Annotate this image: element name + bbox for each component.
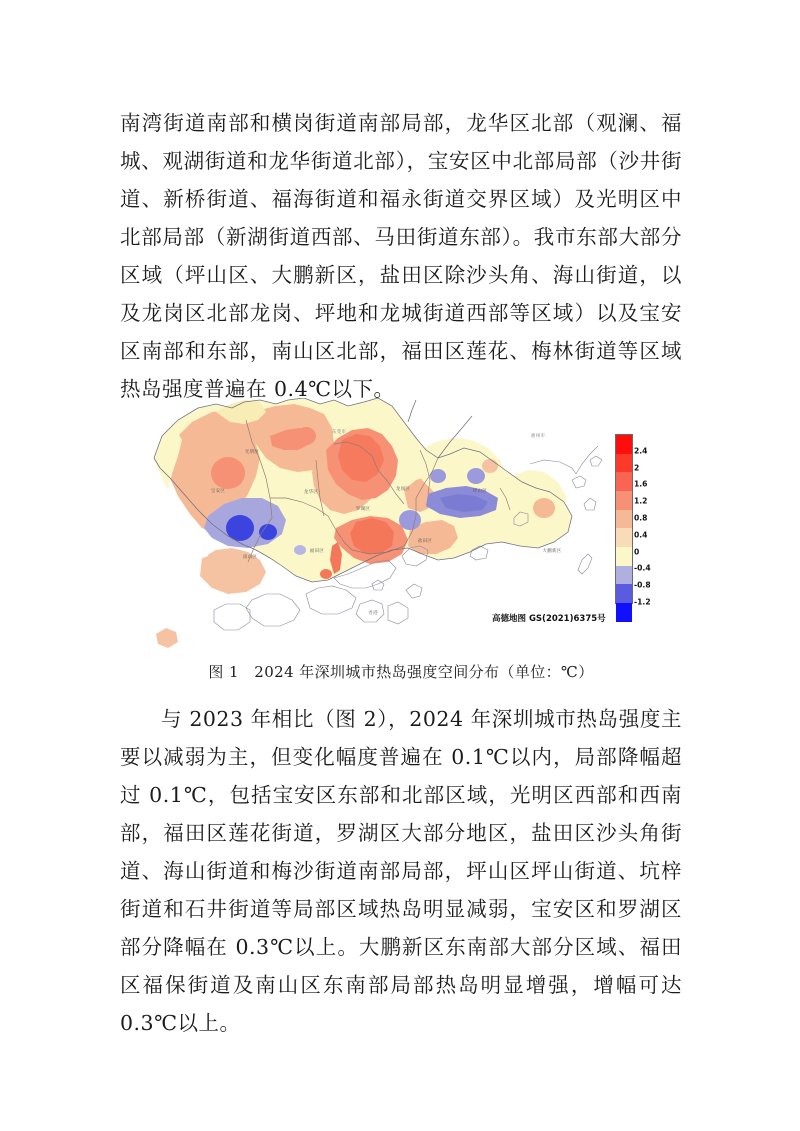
- pingshan-warm-spot: [482, 459, 498, 473]
- map-label-nanshan: 南山区: [242, 555, 258, 560]
- colorbar-tick-label: 2.4: [634, 446, 648, 456]
- map-label-huizhou: 惠州市: [530, 434, 546, 439]
- map-heat-field: [154, 398, 572, 641]
- map-label-baoan: 宝安区: [210, 489, 226, 494]
- pingshan-cool-spot-a: [467, 468, 485, 484]
- colorbar-segment: [616, 491, 632, 510]
- colorbar-tick-labels: [634, 434, 674, 607]
- colorbar-tick-label: 2: [634, 463, 640, 473]
- colorbar-segment: [616, 566, 632, 585]
- colorbar-segment: [616, 547, 632, 566]
- body-paragraph-2: 与 2023 年相比（图 2），2024 年深圳城市热岛强度主要以减弱为主，但变化幅度普遍在 0.1℃以内，局部降幅超过 0.1℃，包括宝安区东部和北部区域，光明区西部和西南部，福田区莲花街道，罗湖区大部分地区，盐田区沙头角街道、海山街道和梅沙街道南部局部，坪山区坪山街道、坑梓街道和石井街道等局部区域热岛明显减弱，宝安区和罗湖区部分降幅在 0.3℃以上。大鹏新区东南部大部分区域、福田区福保街道及南山区东南部局部热岛明显增强，增幅可达 0.3℃以上。: [120, 707, 682, 1035]
- colorbar-tick-label: 1.6: [634, 479, 648, 489]
- map-label-futian: 福田区: [309, 549, 325, 554]
- heat-island-map: [120, 398, 640, 650]
- colorbar-segment: [616, 472, 632, 491]
- south-hot-dot: [320, 569, 332, 579]
- hot-spot-north-end: [296, 427, 316, 445]
- colorbar-tick-label: 1.2: [634, 496, 648, 506]
- colorbar-segment: [616, 510, 632, 529]
- colorbar-segment: [616, 454, 632, 473]
- colorbar-tick-label: 0.8: [634, 513, 648, 523]
- map-label-luohu: 罗湖区: [355, 507, 371, 512]
- colorbar-segment: [616, 528, 632, 547]
- colorbar-legend: [615, 434, 675, 607]
- map-label-guangming: 光明区: [244, 450, 260, 455]
- yantian-cool-spot: [399, 510, 421, 530]
- colorbar-segment: [616, 435, 632, 454]
- center-cool-dot: [294, 545, 306, 555]
- hot-spot-west: [211, 457, 245, 489]
- map-label-pingshan: 坪山区: [472, 489, 488, 494]
- map-label-dapeng: 大鹏新区: [542, 549, 562, 554]
- map-label-longhua: 龙华区: [303, 490, 319, 495]
- colorbar-segment: [616, 584, 632, 603]
- colorbar-tick-label: -0.8: [634, 580, 651, 590]
- colorbar-segment: [616, 603, 632, 622]
- map-label-longgang: 龙岗区: [395, 487, 411, 492]
- offshore-patches: [156, 628, 178, 648]
- figure-1: [120, 398, 682, 650]
- map-label-hongkong: 香港: [368, 611, 378, 616]
- map-attribution: 高德地图 GS(2021)6375号: [492, 614, 606, 624]
- dapeng-warm-spot: [533, 498, 555, 518]
- body-paragraph-1: 南湾街道南部和横岗街道南部局部，龙华区北部（观澜、福城、观湖街道和龙华街道北部），宝安区中北部局部（沙井街道、新桥街道、福海街道和福永街道交界区域）及光明区中北部局部（新湖街道西部、马田街道东部）。我市东部大部分区域（坪山区、大鹏新区，盐田区除沙头角、海山街道，以及龙岗区北部龙岗、坪地和龙城街道西部等区域）以及宝安区南部和东部，南山区北部，福田区莲花、梅林街道等区域热岛强度普遍在 0.4℃以下。: [120, 111, 682, 401]
- colorbar-strip: [615, 434, 633, 604]
- colorbar-tick-label: 0: [634, 547, 640, 557]
- map-label-yantian: 盐田区: [417, 539, 433, 544]
- figure-caption: 图 1 2024 年深圳城市热岛强度空间分布（单位：℃）: [208, 663, 594, 681]
- map-label-dongguan: 东莞市: [331, 430, 347, 435]
- colorbar-tick-label: -0.4: [634, 563, 651, 573]
- colorbar-tick-label: 0.4: [634, 530, 648, 540]
- colorbar-tick-label: -1.2: [634, 597, 651, 607]
